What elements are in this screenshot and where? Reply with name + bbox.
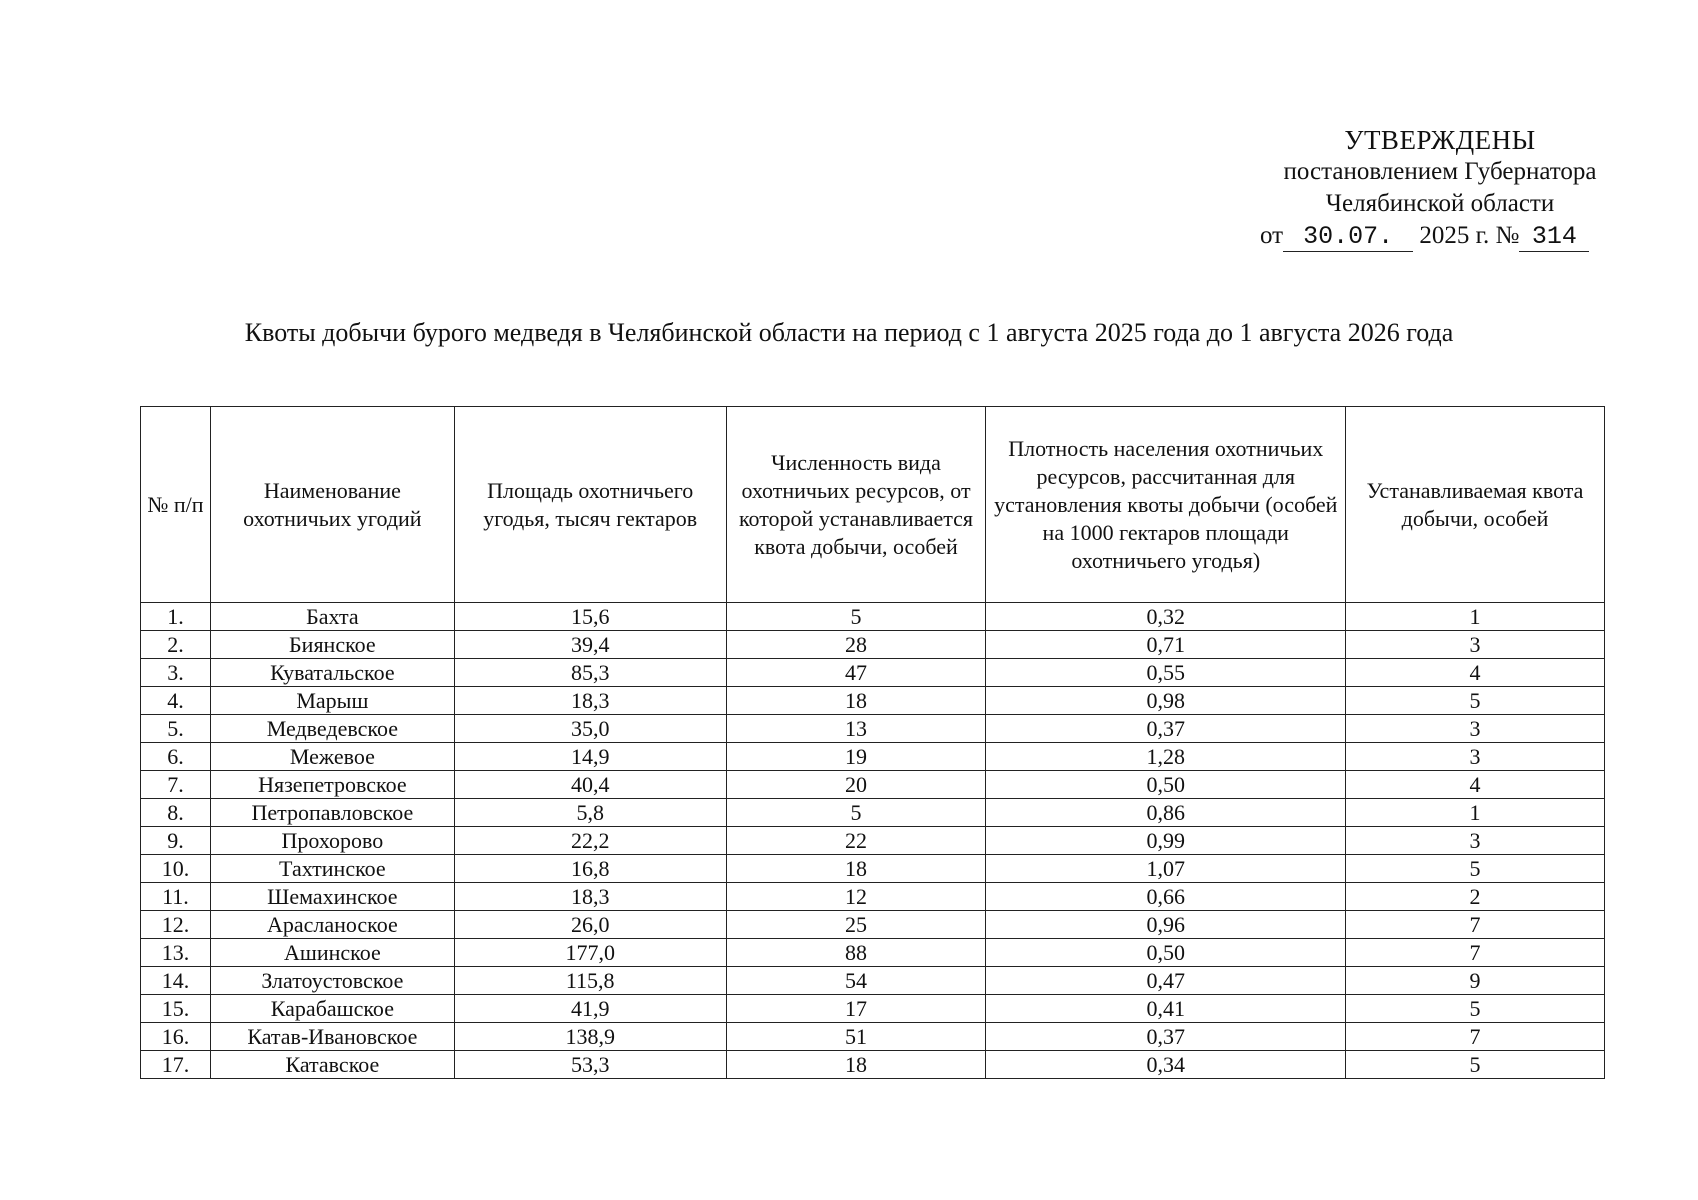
cell-population: 13 <box>726 715 986 743</box>
cell-density: 0,37 <box>986 1023 1346 1051</box>
table-body <box>141 603 1605 1079</box>
cell-area: 35,0 <box>454 715 726 743</box>
cell-density: 0,66 <box>986 883 1346 911</box>
cell-number: 7. <box>141 771 211 799</box>
cell-number: 8. <box>141 799 211 827</box>
table-row <box>141 603 1605 631</box>
cell-quota: 7 <box>1346 1023 1605 1051</box>
table-row <box>141 659 1605 687</box>
table-row <box>141 939 1605 967</box>
cell-quota: 1 <box>1346 799 1605 827</box>
cell-population: 28 <box>726 631 986 659</box>
cell-number: 11. <box>141 883 211 911</box>
cell-name: Катав-Ивановское <box>210 1023 454 1051</box>
cell-quota: 5 <box>1346 995 1605 1023</box>
cell-area: 14,9 <box>454 743 726 771</box>
cell-number: 4. <box>141 687 211 715</box>
cell-area: 18,3 <box>454 687 726 715</box>
cell-population: 19 <box>726 743 986 771</box>
cell-population: 5 <box>726 603 986 631</box>
date-prefix: от <box>1260 222 1284 249</box>
table-row <box>141 687 1605 715</box>
cell-quota: 3 <box>1346 743 1605 771</box>
cell-density: 0,41 <box>986 995 1346 1023</box>
cell-population: 20 <box>726 771 986 799</box>
cell-area: 18,3 <box>454 883 726 911</box>
header-population: Численность вида охотничьих ресурсов, от которой устанавливается квота добычи, особей <box>726 407 986 603</box>
table-header-row <box>141 407 1605 603</box>
cell-area: 15,6 <box>454 603 726 631</box>
approval-block <box>1240 124 1640 252</box>
cell-name: Биянское <box>210 631 454 659</box>
cell-area: 85,3 <box>454 659 726 687</box>
cell-area: 22,2 <box>454 827 726 855</box>
cell-quota: 3 <box>1346 827 1605 855</box>
cell-quota: 3 <box>1346 631 1605 659</box>
cell-quota: 5 <box>1346 687 1605 715</box>
quota-table <box>140 406 1605 1079</box>
cell-number: 9. <box>141 827 211 855</box>
cell-area: 26,0 <box>454 911 726 939</box>
cell-quota: 2 <box>1346 883 1605 911</box>
cell-quota: 5 <box>1346 855 1605 883</box>
cell-name: Прохорово <box>210 827 454 855</box>
cell-population: 18 <box>726 687 986 715</box>
cell-population: 22 <box>726 827 986 855</box>
cell-density: 0,50 <box>986 939 1346 967</box>
header-quota: Устанавливаемая квота добычи, особей <box>1346 407 1605 603</box>
cell-density: 0,32 <box>986 603 1346 631</box>
cell-name: Куватальское <box>210 659 454 687</box>
header-area: Площадь охотничьего угодья, тысяч гектаров <box>454 407 726 603</box>
cell-number: 10. <box>141 855 211 883</box>
cell-area: 5,8 <box>454 799 726 827</box>
cell-area: 41,9 <box>454 995 726 1023</box>
cell-number: 1. <box>141 603 211 631</box>
cell-area: 177,0 <box>454 939 726 967</box>
cell-density: 0,99 <box>986 827 1346 855</box>
cell-number: 12. <box>141 911 211 939</box>
header-density: Плотность населения охотничьих ресурсов, рассчитанная для установления квоты добычи (особей на 1000 гектаров площади охотничьего угодья) <box>986 407 1346 603</box>
cell-density: 0,96 <box>986 911 1346 939</box>
table-row <box>141 743 1605 771</box>
cell-name: Тахтинское <box>210 855 454 883</box>
cell-area: 53,3 <box>454 1051 726 1079</box>
cell-density: 0,50 <box>986 771 1346 799</box>
cell-number: 5. <box>141 715 211 743</box>
approval-line-1: постановлением Губернатора <box>1283 158 1597 185</box>
table-row <box>141 883 1605 911</box>
cell-density: 0,34 <box>986 1051 1346 1079</box>
approval-line-2: Челябинской области <box>1325 190 1555 217</box>
cell-population: 47 <box>726 659 986 687</box>
cell-name: Арасланоское <box>210 911 454 939</box>
table-row <box>141 799 1605 827</box>
cell-area: 39,4 <box>454 631 726 659</box>
cell-area: 138,9 <box>454 1023 726 1051</box>
cell-population: 12 <box>726 883 986 911</box>
table-row <box>141 631 1605 659</box>
cell-population: 51 <box>726 1023 986 1051</box>
table-row <box>141 715 1605 743</box>
cell-density: 0,86 <box>986 799 1346 827</box>
cell-name: Межевое <box>210 743 454 771</box>
approval-date-line <box>1240 220 1640 252</box>
approval-heading: УТВЕРЖДЕНЫ <box>1344 125 1536 155</box>
cell-name: Ашинское <box>210 939 454 967</box>
cell-name: Катавское <box>210 1051 454 1079</box>
table-row <box>141 911 1605 939</box>
cell-name: Марыш <box>210 687 454 715</box>
cell-quota: 4 <box>1346 771 1605 799</box>
cell-number: 17. <box>141 1051 211 1079</box>
cell-density: 0,55 <box>986 659 1346 687</box>
cell-quota: 7 <box>1346 911 1605 939</box>
cell-quota: 9 <box>1346 967 1605 995</box>
cell-population: 25 <box>726 911 986 939</box>
document-title: Квоты добычи бурого медведя в Челябинской области на период с 1 августа 2025 года до 1 августа 2026 года <box>244 318 1454 347</box>
table-row <box>141 855 1605 883</box>
cell-name: Шемахинское <box>210 883 454 911</box>
cell-population: 5 <box>726 799 986 827</box>
cell-quota: 7 <box>1346 939 1605 967</box>
cell-area: 40,4 <box>454 771 726 799</box>
cell-name: Медведевское <box>210 715 454 743</box>
cell-quota: 3 <box>1346 715 1605 743</box>
cell-population: 18 <box>726 855 986 883</box>
cell-name: Бахта <box>210 603 454 631</box>
date-year: 2025 г. № <box>1413 222 1520 249</box>
cell-population: 17 <box>726 995 986 1023</box>
cell-number: 6. <box>141 743 211 771</box>
cell-name: Златоустовское <box>210 967 454 995</box>
cell-area: 16,8 <box>454 855 726 883</box>
cell-density: 0,47 <box>986 967 1346 995</box>
cell-density: 0,71 <box>986 631 1346 659</box>
table-row <box>141 1051 1605 1079</box>
cell-name: Петропавловское <box>210 799 454 827</box>
cell-density: 0,37 <box>986 715 1346 743</box>
cell-name: Нязепетровское <box>210 771 454 799</box>
cell-population: 88 <box>726 939 986 967</box>
cell-number: 3. <box>141 659 211 687</box>
header-name: Наименование охотничьих угодий <box>210 407 454 603</box>
cell-density: 0,98 <box>986 687 1346 715</box>
cell-number: 13. <box>141 939 211 967</box>
approval-date: 30.07. <box>1283 223 1413 252</box>
cell-quota: 4 <box>1346 659 1605 687</box>
cell-quota: 1 <box>1346 603 1605 631</box>
cell-number: 14. <box>141 967 211 995</box>
table-row <box>141 827 1605 855</box>
header-number: № п/п <box>141 407 211 603</box>
cell-quota: 5 <box>1346 1051 1605 1079</box>
table-row <box>141 967 1605 995</box>
table-row <box>141 1023 1605 1051</box>
approval-number: 314 <box>1519 223 1589 252</box>
table-row <box>141 771 1605 799</box>
cell-number: 16. <box>141 1023 211 1051</box>
cell-density: 1,28 <box>986 743 1346 771</box>
cell-population: 18 <box>726 1051 986 1079</box>
cell-population: 54 <box>726 967 986 995</box>
cell-density: 1,07 <box>986 855 1346 883</box>
cell-number: 2. <box>141 631 211 659</box>
table-row <box>141 995 1605 1023</box>
cell-number: 15. <box>141 995 211 1023</box>
cell-area: 115,8 <box>454 967 726 995</box>
cell-name: Карабашское <box>210 995 454 1023</box>
